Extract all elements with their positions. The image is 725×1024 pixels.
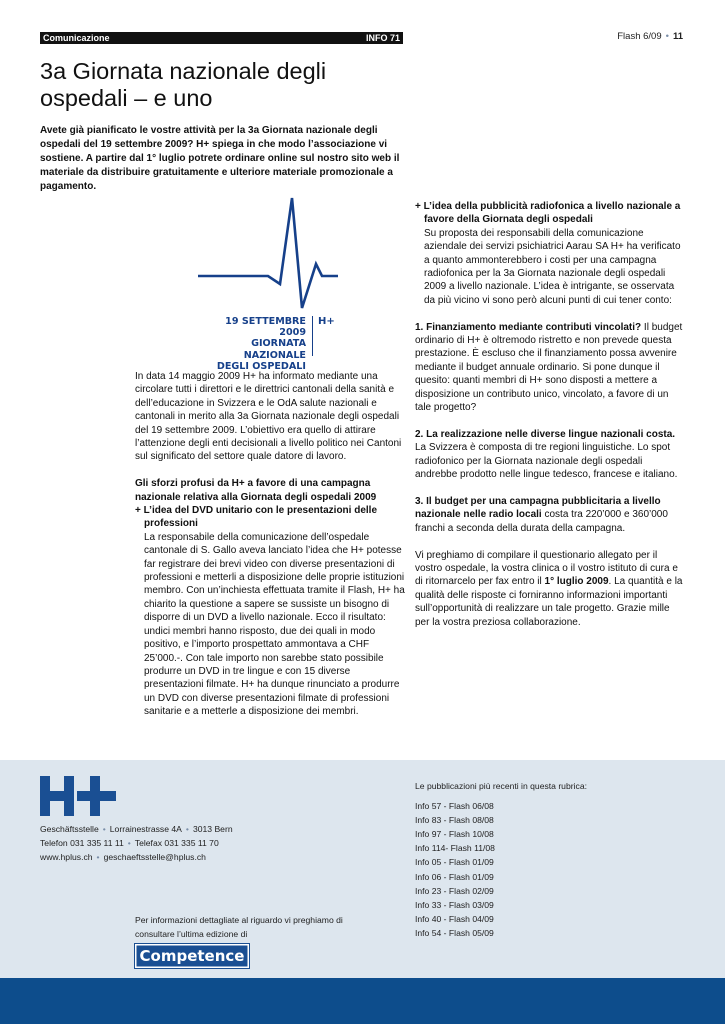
competence-logo: Competence <box>135 944 249 968</box>
list-item: Info 06 - Flash 01/09 <box>415 871 494 882</box>
info-note: Per informazioni dettagliate al riguardo vi preghiamo di consultare l’ultima edizione di <box>135 915 343 939</box>
logo-divider <box>312 316 313 356</box>
list-item: Info 23 - Flash 02/09 <box>415 885 494 896</box>
info-number: INFO 71 <box>365 33 400 43</box>
bottom-color-bar <box>0 978 725 1024</box>
right-column <box>415 200 683 642</box>
contact-info <box>40 822 233 864</box>
office-label: Geschäftsstelle <box>40 824 99 834</box>
fax: Telefax 031 335 11 70 <box>134 838 219 848</box>
deadline-date: 1° luglio 2009 <box>544 576 609 588</box>
article-title <box>40 58 420 112</box>
bullet-text: La responsabile della comunicazione dell’ospedale cantonale di S. Gallo aveva lanciato l’idea che H+ potesse far registrare dei brevi video con diverse presentazioni di professioni e metterli a disposizione delle proprie istituzioni membro. Con un’inchiesta effettuata tramite il Flash, H+ ha chiarito la questione a sapere se sussiste un bisogno di disporre di un DVD a livello nazionale. Ecco il risultato: undici membri hanno risposto, due dei quali in modo positivo, e l’importo prospettato ammontava a CHF 25’000.-. Con tale importo non sarebbe stato possibile produrre un DVD in tre lingue e con 15 diverse presentazioni filmate. H+ ha dunque rinunciato a produrre un DVD con diverse presentazioni filmate di professioni sanitarie e a metterle a disposizione dei membri. <box>144 531 405 718</box>
list-item: Info 40 - Flash 04/09 <box>415 913 494 924</box>
list-item: Info 05 - Flash 01/09 <box>415 857 494 868</box>
separator-dot: • <box>665 31 669 42</box>
publications-heading: Le pubblicazioni più recenti in questa rubrica: <box>415 781 587 791</box>
web-line <box>40 850 233 864</box>
paragraph-4-text-b: . La quantità e la qualità delle risposte ci forniranno informazioni importanti sull’opportunità di realizzare un tale progetto. Grazie mille per la vostra preziosa collaborazione. <box>415 576 683 628</box>
paragraph-4 <box>415 549 683 629</box>
title-line-2: ospedali – e uno <box>40 85 213 111</box>
list-item: Info 54 - Flash 05/09 <box>415 927 494 938</box>
logo-brand: H+ <box>318 316 335 327</box>
email-link[interactable]: geschaeftsstelle@hplus.ch <box>103 852 206 862</box>
paragraph-2-title: 2. La realizzazione nelle diverse lingue nazionali costa. <box>415 428 676 440</box>
paragraph-4-text-a: Vi preghiamo di compilare il questionario allegato per il vostro ospedale, la vostra clinica o il vostro istituto di cura e di ritornarcelo per fax entro il <box>415 549 678 588</box>
bullet-text: Su proposta dei responsabili della comunicazione aziendale dei servizi psichiatrici Aarau SA H+ ha verificato a quanto ammonterebbero i costi per una campagna radiofonica per la 3a Giornata nazionale degli ospedali 2009 a livello nazionale. L’idea è intrigante, se osservata da più vicino vi sono però alcuni punti di cui tener conto: <box>424 227 681 306</box>
hospital-day-logo <box>196 196 346 372</box>
paragraph: In data 14 maggio 2009 H+ ha informato mediante una circolare tutti i direttori e le direttrici cantonali della sanità e dell’educazione in Svizzera e le OdA salute nazionali e cantonali in merito alla 3a Giornata nazionale degli ospedali del 19 settembre 2009. L’obiettivo era quello di attirare l’attenzione degli enti decisionali a livello politico nei Cantoni sul significato del settore quale datore di lavoro. <box>135 371 402 463</box>
paragraph-3 <box>415 495 683 535</box>
section-header-bar <box>40 32 403 44</box>
left-column <box>135 370 405 719</box>
paragraph-2 <box>415 428 683 482</box>
street: Lorrainestrasse 4A <box>109 824 182 834</box>
separator-dot: • <box>185 824 189 834</box>
list-item: Info 57 - Flash 06/08 <box>415 801 494 812</box>
bullet-title: + L’idea della pubblicità radiofonica a livello nazionale a favore della Giornata degli ospedali <box>415 201 681 226</box>
phone-line <box>40 836 233 850</box>
separator-dot: • <box>96 852 100 862</box>
heartbeat-icon <box>196 196 346 314</box>
list-item: Info 114- Flash 11/08 <box>415 843 495 854</box>
separator-dot: • <box>102 824 106 834</box>
recent-publications <box>415 779 675 940</box>
paragraph-1-text: Il budget ordinario di H+ è oltremodo ristretto e non prevede questa prestazione. È escluso che il finanziamento possa avvenire mediante il budget annuale ordinario. Si pone dunque il quesito: quanti membri di H+ sono disposti a mettere a disposizione un contributo unico, vincolato, a favore di un tale progetto? <box>415 321 683 414</box>
list-item: Info 33 - Flash 03/09 <box>415 899 494 910</box>
logo-line-3: DEGLI OSPEDALI <box>216 360 306 372</box>
page-number: 11 <box>672 31 683 42</box>
title-line-1: 3a Giornata nazionale degli <box>40 58 327 84</box>
paragraph-3-title: 3. Il budget per una campagna pubblicitaria a livello nazionale nelle radio locali <box>415 495 661 521</box>
list-item: Info 83 - Flash 08/08 <box>415 815 494 826</box>
phone: Telefon 031 335 11 11 <box>40 838 124 848</box>
address-line <box>40 822 233 836</box>
logo-line-2: GIORNATA NAZIONALE <box>243 338 306 361</box>
bullet-title: + L’idea del DVD unitario con le presentazioni delle professioni <box>135 505 378 530</box>
paragraph-3-text: costa tra 220’000 e 360’000 franchi a seconda della durata della campagna. <box>415 509 668 534</box>
logo-date: 19 SETTEMBRE 2009 <box>225 316 306 339</box>
hplus-logo-icon <box>40 776 120 816</box>
paragraph-2-text: La Svizzera è composta di tre regioni linguistiche. Lo spot radiofonico per la Giornata nazionale degli ospedali andrebbe prodotto nelle lingue tedesco, francese e italiano. <box>415 442 678 481</box>
section-label: Comunicazione <box>43 33 110 43</box>
paragraph-1 <box>415 321 683 415</box>
city: 3013 Bern <box>192 824 233 834</box>
article-lead: Avete già pianificato le vostre attività per la 3a Giornata nazionale degli ospedali del 19 settembre 2009? H+ spiega in che modo l’associazione vi sostiene. A partire dal 1° luglio potrete ordinare online sul nostro sito web il materiale da distribuire gratuitamente e ulteriore materiale promozionale a pagamento. <box>40 125 400 192</box>
separator-dot: • <box>127 838 131 848</box>
paragraph-1-title: 1. Finanziamento mediante contributi vincolati? <box>415 321 642 333</box>
issue-label: Flash 6/09 <box>617 31 662 42</box>
website-link[interactable]: www.hplus.ch <box>40 852 93 862</box>
list-item: Info 97 - Flash 10/08 <box>415 829 494 840</box>
issue-page-label <box>617 31 683 42</box>
subheading: Gli sforzi profusi da H+ a favore di una campagna nazionale relativa alla Giornata degli ospedali 2009 <box>135 478 377 503</box>
logo-caption <box>196 316 306 372</box>
